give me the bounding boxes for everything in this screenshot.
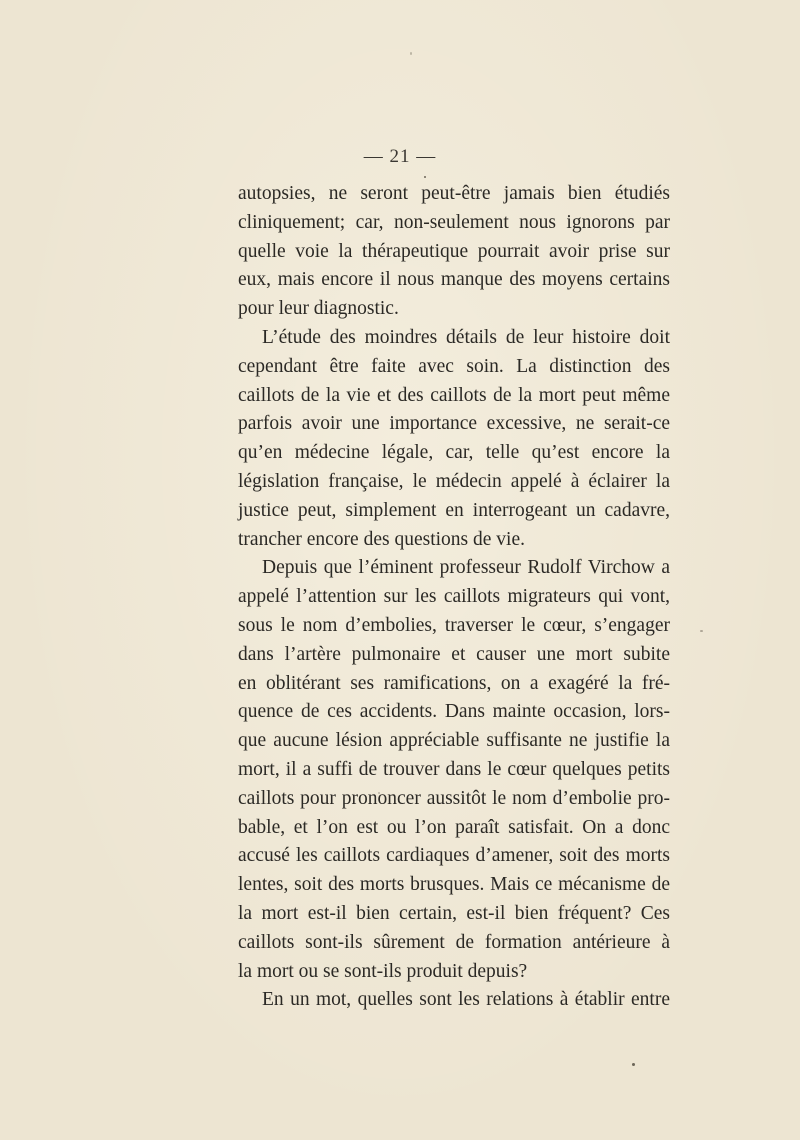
- text-line: caillots pour prononcer aussitôt le nom d’embolie pro-: [238, 787, 670, 809]
- text-line: parfois avoir une importance excessive, ne serait-ce: [238, 413, 670, 435]
- text-line: caillots de la vie et des caillots de la mort peut même: [238, 384, 670, 406]
- text-line: eux, mais encore il nous manque des moyens certains: [238, 269, 670, 291]
- text-line: pour leur diagnostic.: [238, 298, 399, 320]
- text-line: caillots sont-ils sûrement de formation antérieure à: [238, 931, 670, 953]
- text-line: lentes, soit des morts brusques. Mais ce mécanisme de: [238, 874, 670, 896]
- text-line: la mort ou se sont-ils produit depuis?: [238, 960, 528, 982]
- text-line: quence de ces accidents. Dans mainte occasion, lors-: [238, 701, 670, 723]
- text-line: mort, il a suffi de trouver dans le cœur quelques petits: [238, 758, 670, 780]
- text-line: dans l’artère pulmonaire et causer une mort subite: [238, 643, 670, 665]
- paragraph: [238, 324, 670, 554]
- text-line: cliniquement; car, non-seulement nous ignorons par: [238, 211, 670, 233]
- text-line: bable, et l’on est ou l’on paraît satisfait. On a donc: [238, 816, 670, 838]
- paper-speck: [410, 52, 412, 55]
- text-line: qu’en médecine légale, car, telle qu’est encore la: [238, 442, 670, 464]
- paper-speck: [632, 1063, 635, 1066]
- text-line: appelé l’attention sur les caillots migrateurs qui vont,: [238, 586, 670, 608]
- text-line: autopsies, ne seront peut-être jamais bien étudiés: [238, 183, 670, 204]
- page-number: — 21 —: [363, 146, 437, 167]
- paper-speck: [424, 176, 426, 178]
- paragraph: [238, 986, 670, 1015]
- text-line: sous le nom d’embolies, traverser le cœur, s’engager: [238, 614, 670, 636]
- text-line: législation française, le médecin appelé à éclairer la: [238, 470, 670, 492]
- text-line: quelle voie la thérapeutique pourrait avoir prise sur: [238, 240, 670, 262]
- paragraph: [238, 180, 670, 324]
- paragraph: [238, 554, 670, 986]
- text-line: L’étude des moindres détails de leur histoire doit: [262, 326, 670, 348]
- text-line: la mort est-il bien certain, est-il bien fréquent? Ces: [238, 902, 670, 924]
- text-line: trancher encore des questions de vie.: [238, 528, 525, 550]
- paper-speck: [378, 792, 380, 794]
- text-line: accusé les caillots cardiaques d’amener, soit des morts: [238, 845, 670, 867]
- text-line: justice peut, simplement en interrogeant un cadavre,: [238, 499, 670, 521]
- text-line: Depuis que l’éminent professeur Rudolf Virchow a: [262, 557, 670, 579]
- text-line: En un mot, quelles sont les relations à établir entre: [262, 989, 670, 1011]
- text-line: en oblitérant ses ramifications, on a exagéré la fré-: [238, 672, 670, 694]
- body-text: [238, 180, 670, 1015]
- text-line: que aucune lésion appréciable suffisante ne justifie la: [238, 730, 670, 752]
- text-line: cependant être faite avec soin. La distinction des: [238, 355, 670, 377]
- paper-speck: [700, 630, 703, 632]
